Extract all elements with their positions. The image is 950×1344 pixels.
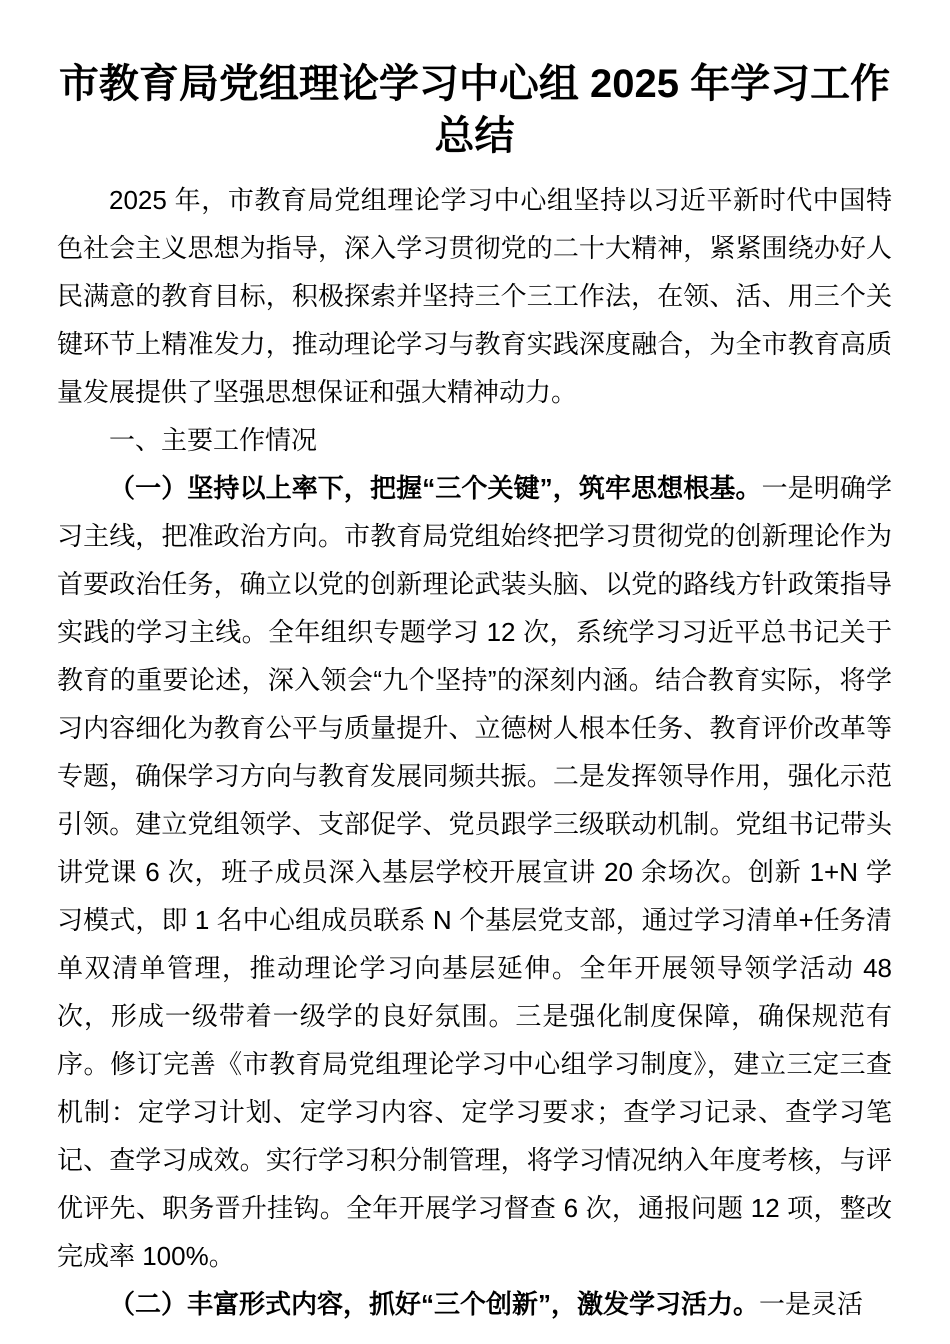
section-heading-1-text: 一、主要工作情况 (109, 425, 318, 455)
paragraph-section-2-text: 一是灵活 (759, 1289, 864, 1319)
document-title: 市教育局党组理论学习中心组 2025 年学习工作总结 (58, 62, 891, 158)
paragraph-section-2 (57, 1280, 892, 1328)
paragraph-section-1 (57, 464, 892, 1280)
paragraph-section-1-text: 一是明确学习主线，把准政治方向。市教育局党组始终把学习贯彻党的创新理论作为首要政治任务，确立以党的创新理论武装头脑、以党的路线方针政策指导实践的学习主线。全年组织专题学习 12 次，系统学习习近平总书记关于教育的重要论述，深入领会“九个坚持”的深刻内涵。结合教育实际，将学习内容细化为教育公平与质量提升、立德树人根本任务、教育评价改革等专题，确保学习方向与教育发展同频共振。二是发挥领导作用，强化示范引领。建立党组领学、支部促学、党员跟学三级联动机制。党组书记带头讲党课 6 次，班子成员深入基层学校开展宣讲 20 余场次。创新 1+N 学习模式，即 1 名中心组成员联系 N 个基层党支部，通过学习清单+任务清单双清单管理，推动理论学习向基层延伸。全年开展领导领学活动 48 次，形成一级带着一级学的良好氛围。三是强化制度保障，确保规范有序。修订完善《市教育局党组理论学习中心组学习制度》，建立三定三查机制：定学习计划、定学习内容、定学习要求；查学习记录、查学习笔记、查学习成效。实行学习积分制管理，将学习情况纳入年度考核，与评优评先、职务晋升挂钩。全年开展学习督查 6 次，通报问题 12 项，整改完成率 100%。 (57, 473, 892, 1271)
paragraph-section-1-lead: （一）坚持以上率下，把握“三个关键”，筑牢思想根基。 (109, 473, 762, 503)
paragraph-section-2-lead: （二）丰富形式内容，抓好“三个创新”，激发学习活力。 (109, 1289, 760, 1319)
section-heading-1 (57, 416, 892, 464)
paragraph-intro-text: 2025 年，市教育局党组理论学习中心组坚持以习近平新时代中国特色社会主义思想为指导，深入学习贯彻党的二十大精神，紧紧围绕办好人民满意的教育目标，积极探索并坚持三个三工作法，在领、活、用三个关键环节上精准发力，推动理论学习与教育实践深度融合，为全市教育高质量发展提供了坚强思想保证和强大精神动力。 (57, 185, 892, 407)
paragraph-intro (57, 176, 892, 416)
